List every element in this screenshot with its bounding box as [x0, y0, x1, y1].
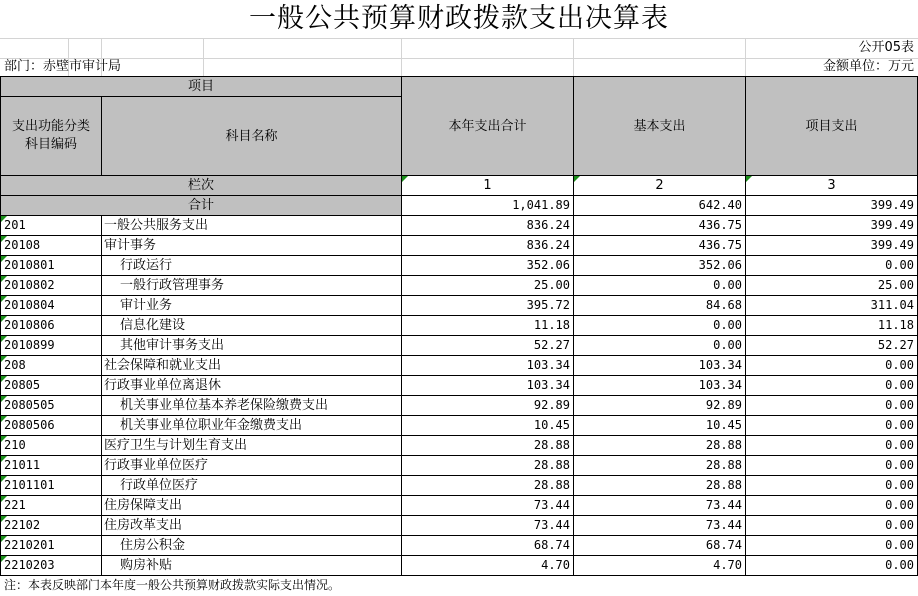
row-basic: 0.00 — [574, 316, 746, 336]
table-row — [1, 336, 918, 356]
row-project: 0.00 — [746, 536, 918, 556]
col-no-3: 3 — [746, 176, 918, 196]
row-name: 其他审计事务支出 — [102, 336, 402, 356]
col-no-1: 1 — [402, 176, 574, 196]
row-basic: 28.88 — [574, 456, 746, 476]
row-project: 0.00 — [746, 356, 918, 376]
table-row — [1, 236, 918, 256]
row-basic: 73.44 — [574, 496, 746, 516]
row-code: 2210201 — [1, 536, 102, 556]
row-total: 352.06 — [402, 256, 574, 276]
cell-marker-icon — [1, 296, 7, 302]
row-name: 机关事业单位基本养老保险缴费支出 — [102, 396, 402, 416]
row-name: 一般行政管理事务 — [102, 276, 402, 296]
row-name: 购房补贴 — [102, 556, 402, 576]
table-row — [1, 536, 918, 556]
cell-marker-icon — [1, 256, 7, 262]
row-code: 2010806 — [1, 316, 102, 336]
row-total: 28.88 — [402, 436, 574, 456]
row-basic: 84.68 — [574, 296, 746, 316]
table-row — [1, 356, 918, 376]
row-total: 395.72 — [402, 296, 574, 316]
table-row — [1, 496, 918, 516]
row-project: 0.00 — [746, 436, 918, 456]
cell-marker-icon — [1, 516, 7, 522]
row-project: 0.00 — [746, 496, 918, 516]
row-code: 20805 — [1, 376, 102, 396]
table-row — [1, 556, 918, 576]
cell-marker-icon — [1, 336, 7, 342]
row-project: 0.00 — [746, 556, 918, 576]
row-project: 399.49 — [746, 216, 918, 236]
row-total: 68.74 — [402, 536, 574, 556]
row-total: 11.18 — [402, 316, 574, 336]
table-row — [1, 316, 918, 336]
header-subject-name: 科目名称 — [102, 97, 402, 176]
row-total: 836.24 — [402, 216, 574, 236]
row-code: 2010802 — [1, 276, 102, 296]
row-name: 社会保障和就业支出 — [102, 356, 402, 376]
row-code: 201 — [1, 216, 102, 236]
header-item: 项目 — [1, 77, 402, 97]
header-row-item — [1, 77, 918, 97]
row-total: 25.00 — [402, 276, 574, 296]
row-project: 0.00 — [746, 516, 918, 536]
row-basic: 436.75 — [574, 236, 746, 256]
table-row — [1, 456, 918, 476]
row-project: 0.00 — [746, 476, 918, 496]
cell-marker-icon — [1, 416, 7, 422]
cell-marker-icon — [1, 456, 7, 462]
row-code: 210 — [1, 436, 102, 456]
cell-marker-icon — [1, 376, 7, 382]
cell-marker-icon — [1, 476, 7, 482]
totals-row — [1, 196, 918, 216]
totals-project: 399.49 — [746, 196, 918, 216]
row-basic: 103.34 — [574, 376, 746, 396]
cell-marker-icon — [574, 176, 580, 182]
row-project: 52.27 — [746, 336, 918, 356]
row-name: 审计业务 — [102, 296, 402, 316]
row-project: 25.00 — [746, 276, 918, 296]
row-project: 0.00 — [746, 456, 918, 476]
row-basic: 0.00 — [574, 336, 746, 356]
row-label: 栏次 — [1, 176, 402, 196]
row-total: 28.88 — [402, 456, 574, 476]
row-name: 住房保障支出 — [102, 496, 402, 516]
row-project: 311.04 — [746, 296, 918, 316]
row-project: 0.00 — [746, 376, 918, 396]
cell-marker-icon — [1, 436, 7, 442]
row-name: 信息化建设 — [102, 316, 402, 336]
row-name: 住房公积金 — [102, 536, 402, 556]
table-row — [1, 276, 918, 296]
department-label: 部门：赤壁市审计局 — [4, 59, 122, 74]
cell-marker-icon — [1, 496, 7, 502]
row-code: 2101101 — [1, 476, 102, 496]
cell-marker-icon — [1, 316, 7, 322]
row-total: 103.34 — [402, 356, 574, 376]
row-total: 10.45 — [402, 416, 574, 436]
row-total: 52.27 — [402, 336, 574, 356]
row-basic: 4.70 — [574, 556, 746, 576]
row-basic: 68.74 — [574, 536, 746, 556]
row-name: 行政单位医疗 — [102, 476, 402, 496]
row-basic: 28.88 — [574, 476, 746, 496]
row-code: 2080505 — [1, 396, 102, 416]
row-code: 2080506 — [1, 416, 102, 436]
table-row — [1, 396, 918, 416]
report-title: 一般公共预算财政拨款支出决算表 — [249, 3, 669, 34]
table-row — [1, 296, 918, 316]
row-code: 2210203 — [1, 556, 102, 576]
cell-marker-icon — [1, 556, 7, 562]
row-basic: 352.06 — [574, 256, 746, 276]
header-project: 项目支出 — [746, 77, 918, 176]
row-code: 2010801 — [1, 256, 102, 276]
row-code: 21011 — [1, 456, 102, 476]
table-row — [1, 256, 918, 276]
cell-marker-icon — [746, 176, 752, 182]
row-total: 836.24 — [402, 236, 574, 256]
row-basic: 436.75 — [574, 216, 746, 236]
table-row — [1, 436, 918, 456]
row-code: 208 — [1, 356, 102, 376]
header-basic: 基本支出 — [574, 77, 746, 176]
header-func-code: 支出功能分类科目编码 — [1, 97, 102, 176]
row-total: 73.44 — [402, 496, 574, 516]
cell-marker-icon — [1, 236, 7, 242]
row-basic: 10.45 — [574, 416, 746, 436]
cell-marker-icon — [1, 536, 7, 542]
row-code: 2010899 — [1, 336, 102, 356]
form-number: 公开05表 — [858, 40, 914, 55]
row-code: 20108 — [1, 236, 102, 256]
form-number-row — [0, 38, 918, 57]
footnote: 注：本表反映部门本年度一般公共预算财政拨款实际支出情况。 — [4, 578, 341, 592]
col-no-2: 2 — [574, 176, 746, 196]
row-basic: 28.88 — [574, 436, 746, 456]
row-name: 行政事业单位医疗 — [102, 456, 402, 476]
cell-marker-icon — [1, 276, 7, 282]
row-name: 机关事业单位职业年金缴费支出 — [102, 416, 402, 436]
table-row — [1, 216, 918, 236]
row-basic: 103.34 — [574, 356, 746, 376]
row-total: 73.44 — [402, 516, 574, 536]
meta-row — [0, 57, 918, 76]
cell-marker-icon — [1, 356, 7, 362]
row-name: 一般公共服务支出 — [102, 216, 402, 236]
cell-marker-icon — [1, 216, 7, 222]
row-total: 92.89 — [402, 396, 574, 416]
column-index-row — [1, 176, 918, 196]
row-basic: 92.89 — [574, 396, 746, 416]
cell-marker-icon — [402, 176, 408, 182]
totals-label: 合计 — [1, 196, 402, 216]
row-code: 2010804 — [1, 296, 102, 316]
row-project: 0.00 — [746, 256, 918, 276]
table-row — [1, 416, 918, 436]
row-total: 28.88 — [402, 476, 574, 496]
row-basic: 0.00 — [574, 276, 746, 296]
row-name: 审计事务 — [102, 236, 402, 256]
expenditure-table — [0, 76, 918, 576]
row-project: 0.00 — [746, 416, 918, 436]
table-row — [1, 476, 918, 496]
row-project: 11.18 — [746, 316, 918, 336]
header-total: 本年支出合计 — [402, 77, 574, 176]
totals-basic: 642.40 — [574, 196, 746, 216]
row-name: 医疗卫生与计划生育支出 — [102, 436, 402, 456]
row-total: 103.34 — [402, 376, 574, 396]
row-project: 0.00 — [746, 396, 918, 416]
unit-label: 金额单位：万元 — [822, 59, 914, 74]
table-row — [1, 376, 918, 396]
cell-marker-icon — [1, 396, 7, 402]
row-project: 399.49 — [746, 236, 918, 256]
row-basic: 73.44 — [574, 516, 746, 536]
row-code: 22102 — [1, 516, 102, 536]
row-name: 行政运行 — [102, 256, 402, 276]
totals-total: 1,041.89 — [402, 196, 574, 216]
row-code: 221 — [1, 496, 102, 516]
row-name: 住房改革支出 — [102, 516, 402, 536]
table-row — [1, 516, 918, 536]
row-total: 4.70 — [402, 556, 574, 576]
row-name: 行政事业单位离退休 — [102, 376, 402, 396]
